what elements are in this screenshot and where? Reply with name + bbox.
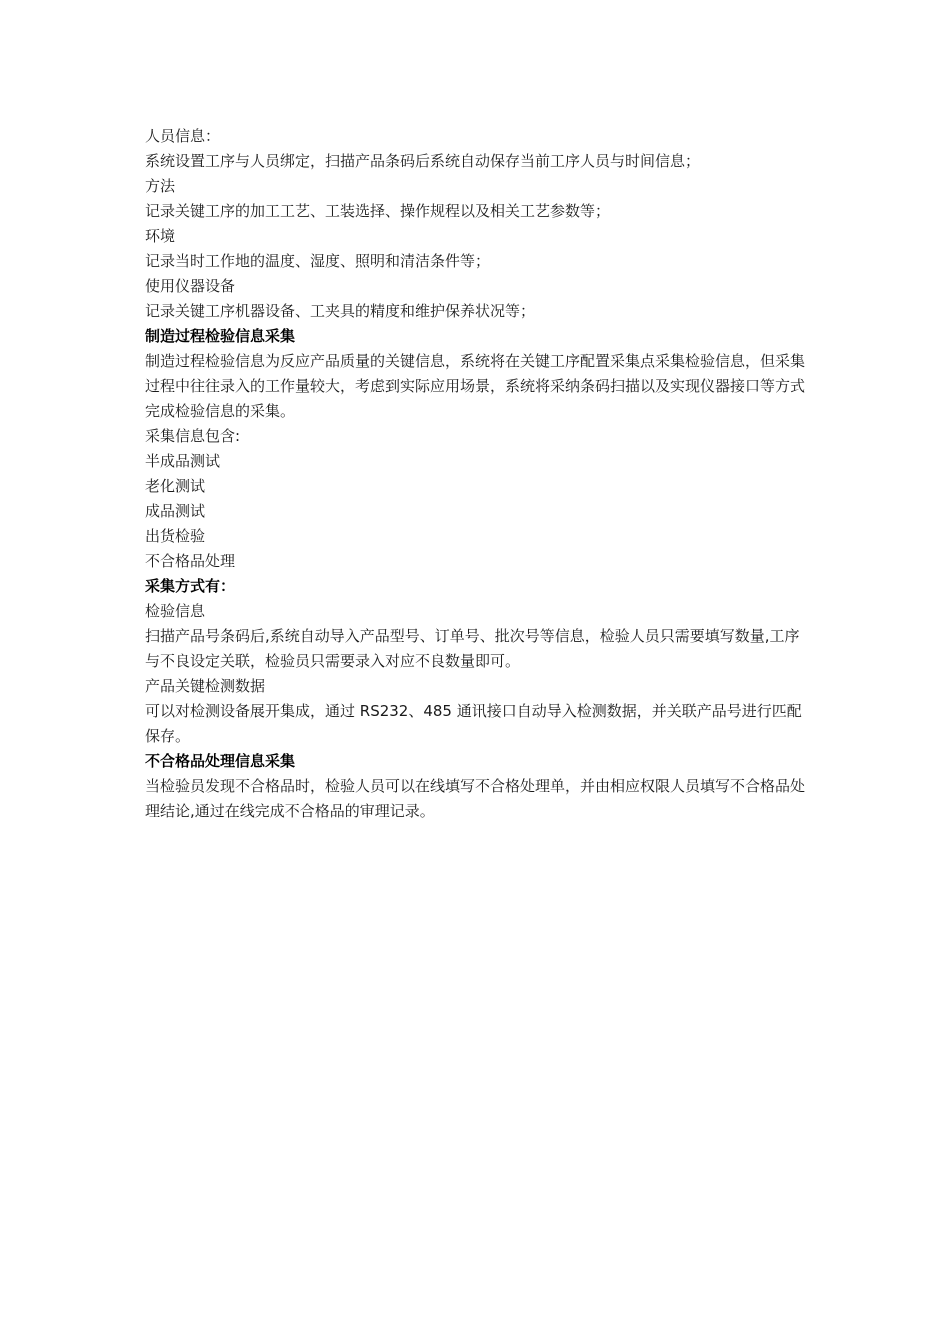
section-heading: 制造过程检验信息采集 bbox=[145, 327, 296, 345]
list-item: 出货检验 bbox=[145, 527, 206, 545]
list-item: 半成品测试 bbox=[145, 452, 221, 470]
list-item: 成品测试 bbox=[145, 502, 206, 520]
document-body bbox=[145, 124, 809, 824]
paragraph: 当检验员发现不合格品时，检验人员可以在线填写不合格处理单，并由相应权限人员填写不合格品处理结论,通过在线完成不合格品的审理记录。 bbox=[145, 777, 806, 820]
paragraph: 人员信息： bbox=[145, 127, 221, 145]
section-heading: 不合格品处理信息采集 bbox=[145, 752, 296, 770]
paragraph: 扫描产品号条码后,系统自动导入产品型号、订单号、批次号等信息，检验人员只需要填写数量,工序与不良设定关联，检验员只需要录入对应不良数量即可。 bbox=[145, 627, 800, 670]
paragraph: 记录关键工序机器设备、工夹具的精度和维护保养状况等； bbox=[145, 302, 536, 320]
paragraph: 可以对检测设备展开集成，通过 RS232、485 通讯接口自动导入检测数据，并关联产品号进行匹配保存。 bbox=[145, 702, 802, 745]
paragraph: 使用仪器设备 bbox=[145, 277, 236, 295]
paragraph: 采集信息包含: bbox=[145, 427, 241, 445]
paragraph: 记录当时工作地的温度、湿度、照明和清洁条件等； bbox=[145, 252, 491, 270]
paragraph: 系统设置工序与人员绑定，扫描产品条码后系统自动保存当前工序人员与时间信息； bbox=[145, 152, 701, 170]
paragraph: 检验信息 bbox=[145, 602, 206, 620]
paragraph: 产品关键检测数据 bbox=[145, 677, 266, 695]
list-item: 不合格品处理 bbox=[145, 552, 236, 570]
paragraph: 制造过程检验信息为反应产品质量的关键信息，系统将在关键工序配置采集点采集检验信息，但采集过程中往往录入的工作量较大，考虑到实际应用场景，系统将采纳条码扫描以及实现仪器接口等方式完成检验信息的采集。 bbox=[145, 352, 806, 420]
paragraph: 环境 bbox=[145, 227, 176, 245]
paragraph: 记录关键工序的加工工艺、工装选择、操作规程以及相关工艺参数等； bbox=[145, 202, 611, 220]
list-item: 老化测试 bbox=[145, 477, 206, 495]
paragraph: 方法 bbox=[145, 177, 176, 195]
section-heading: 采集方式有： bbox=[145, 577, 236, 595]
